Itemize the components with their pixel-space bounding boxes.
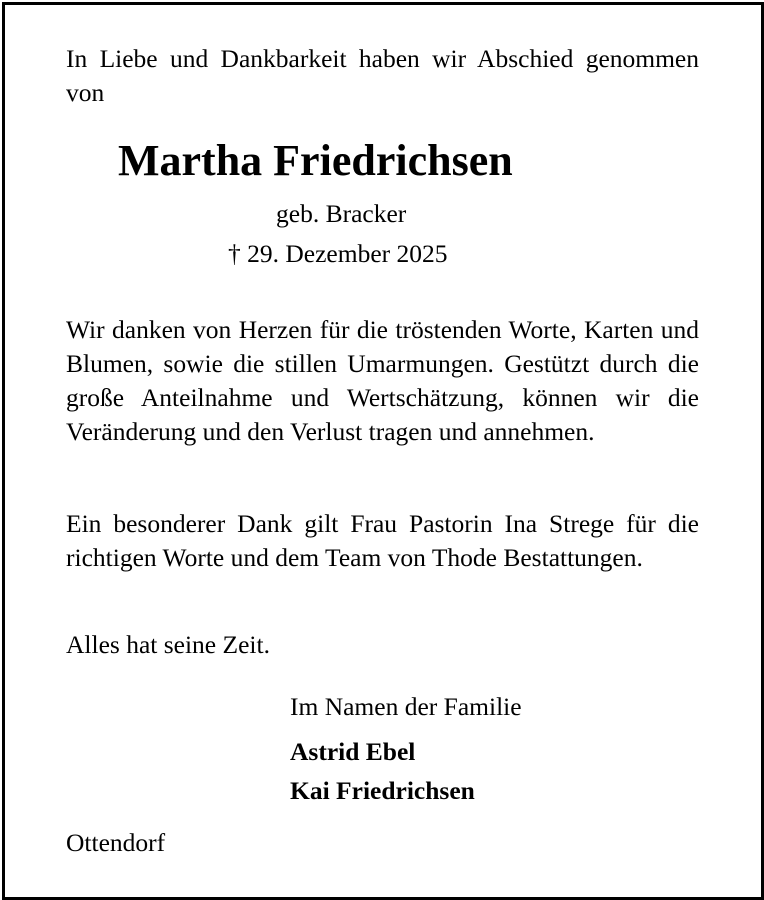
death-date: † 29. Dezember 2025 [228, 239, 448, 268]
place-name: Ottendorf [66, 828, 166, 857]
deceased-name: Martha Friedrichsen [118, 136, 513, 185]
special-thanks-paragraph: Ein besonderer Dank gilt Frau Pastorin Ina Strege für die richtigen Worte und dem Team von Thode Bestattungen. [66, 509, 699, 572]
family-label: Im Namen der Familie [290, 692, 522, 721]
motto-text: Alles hat seine Zeit. [66, 630, 270, 659]
signer-name: Astrid Ebel [290, 737, 416, 766]
thanks-paragraph: Wir danken von Herzen für die tröstenden Worte, Karten und Blumen, sowie die stillen Umarmungen. Gestützt durch die große Anteilnahme und Wertschätzung, können wir die Veränderung und den Verlust tragen und annehmen. [66, 315, 699, 446]
signer-name: Kai Friedrichsen [290, 776, 475, 805]
intro-text: In Liebe und Dankbarkeit haben wir Abschied genommen von [66, 44, 699, 107]
birth-name: geb. Bracker [276, 199, 407, 228]
